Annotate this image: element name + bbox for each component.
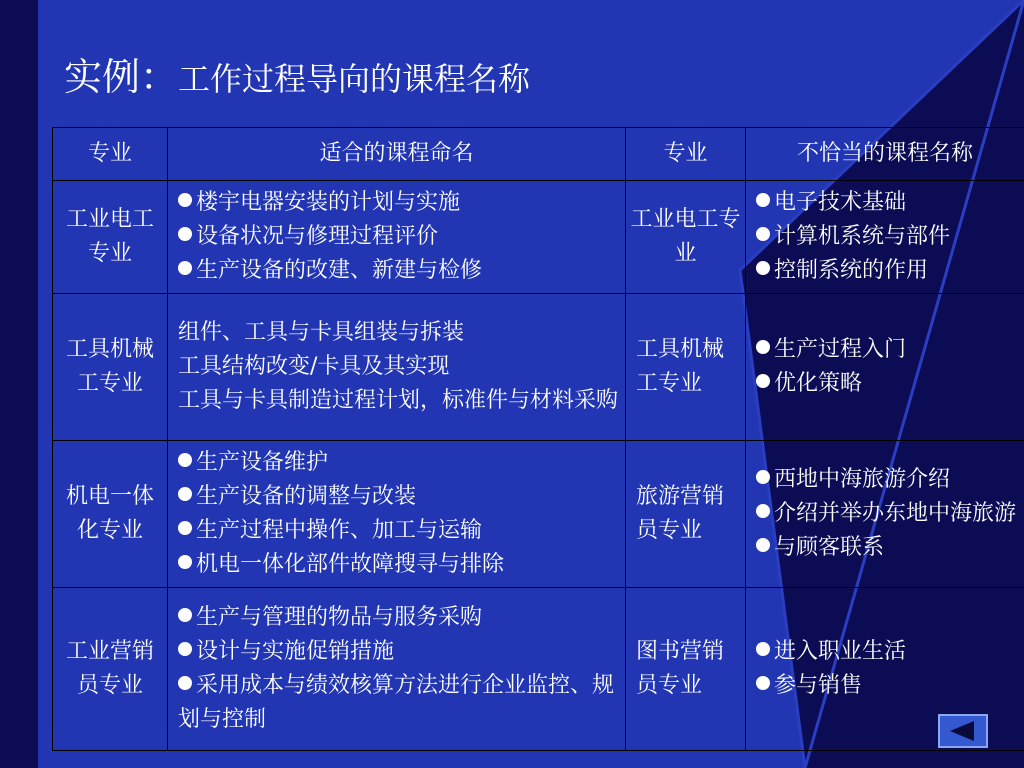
- header-unsuitable-names: 不恰当的课程名称: [746, 128, 1024, 181]
- back-button[interactable]: [938, 714, 988, 748]
- course-item-text: 采用成本与绩效核算方法进行企业监控、规划与控制: [178, 673, 615, 732]
- course-item-text: 介绍并举办东地中海旅游: [774, 501, 1017, 526]
- bullet-icon: [178, 227, 192, 241]
- course-item-text: 工具与卡具制造过程计划，标准件与材料采购: [178, 388, 619, 413]
- course-item-text: 进入职业生活: [774, 639, 907, 664]
- course-item: [178, 350, 619, 384]
- course-item-text: 设备状况与修理过程评价: [196, 224, 439, 249]
- course-item: [178, 548, 619, 582]
- bullet-icon: [178, 261, 192, 275]
- course-item: [756, 669, 1018, 703]
- course-item-text: 组件、工具与卡具组装与拆装: [178, 320, 465, 345]
- slide-title-text: 工作过程导向的课程名称: [178, 60, 531, 98]
- bullet-icon: [178, 608, 192, 622]
- bullet-icon: [178, 487, 192, 501]
- course-item-text: 与顾客联系: [774, 535, 885, 560]
- course-item-text: 控制系统的作用: [774, 258, 929, 283]
- major-cell: 工业营销员专业: [53, 588, 168, 751]
- major-cell: 工具机械工专业: [53, 294, 168, 441]
- slide-title-lead: 实例：: [64, 55, 179, 99]
- header-major: 专业: [626, 128, 746, 181]
- course-item-text: 西地中海旅游介绍: [774, 467, 951, 492]
- course-item: [756, 333, 1018, 367]
- major-cell: 工具机械工专业: [626, 294, 746, 441]
- course-item-text: 计算机系统与部件: [774, 224, 951, 249]
- bullet-icon: [756, 261, 770, 275]
- course-item-text: 生产设备的改建、新建与检修: [196, 258, 483, 283]
- course-item-text: 生产设备维护: [196, 450, 329, 475]
- suitable-course-list: [168, 181, 626, 294]
- course-item-text: 设计与实施促销措施: [196, 639, 395, 664]
- course-item: [178, 601, 619, 635]
- course-item: [178, 669, 619, 737]
- unsuitable-course-list: [746, 294, 1024, 441]
- table-body: [53, 181, 1024, 751]
- course-item-text: 生产过程中操作、加工与运输: [196, 518, 483, 543]
- bullet-icon: [178, 521, 192, 535]
- suitable-course-list: [168, 294, 626, 441]
- course-item-text: 机电一体化部件故障搜寻与排除: [196, 552, 505, 577]
- course-item-text: 生产与管理的物品与服务采购: [196, 605, 483, 630]
- slide-title: [64, 46, 530, 101]
- major-cell: 机电一体化专业: [53, 441, 168, 588]
- bullet-icon: [178, 193, 192, 207]
- course-item: [756, 463, 1018, 497]
- major-cell: 旅游营销员专业: [626, 441, 746, 588]
- bullet-icon: [178, 676, 192, 690]
- course-item: [756, 186, 1018, 220]
- course-item: [178, 254, 619, 288]
- course-item: [756, 497, 1018, 531]
- triangle-left-icon: [940, 716, 986, 746]
- course-item-text: 优化策略: [774, 371, 863, 396]
- course-item-text: 生产设备的调整与改装: [196, 484, 417, 509]
- table-row: [53, 294, 1024, 441]
- course-naming-table: [52, 127, 1024, 751]
- course-item-text: 电子技术基础: [774, 190, 907, 215]
- course-item: [756, 254, 1018, 288]
- header-major: 专业: [53, 128, 168, 181]
- course-item: [178, 316, 619, 350]
- bullet-icon: [178, 453, 192, 467]
- bullet-icon: [178, 555, 192, 569]
- bullet-icon: [756, 227, 770, 241]
- course-item: [756, 220, 1018, 254]
- course-item: [756, 367, 1018, 401]
- bullet-icon: [756, 642, 770, 656]
- suitable-course-list: [168, 441, 626, 588]
- table-row: [53, 181, 1024, 294]
- bullet-icon: [756, 504, 770, 518]
- bullet-icon: [756, 340, 770, 354]
- course-item: [178, 635, 619, 669]
- header-suitable-names: 适合的课程命名: [168, 128, 626, 181]
- course-item: [178, 186, 619, 220]
- bullet-icon: [756, 676, 770, 690]
- course-item: [756, 635, 1018, 669]
- major-cell: 工业电工专业: [53, 181, 168, 294]
- major-cell: 工业电工专业: [626, 181, 746, 294]
- table-header-row: [53, 128, 1024, 181]
- bullet-icon: [756, 470, 770, 484]
- course-item: [178, 220, 619, 254]
- unsuitable-course-list: [746, 441, 1024, 588]
- course-item: [178, 446, 619, 480]
- table-row: [53, 588, 1024, 751]
- course-item: [756, 531, 1018, 565]
- course-item: [178, 384, 619, 418]
- course-item: [178, 514, 619, 548]
- course-item-text: 参与销售: [774, 673, 863, 698]
- unsuitable-course-list: [746, 181, 1024, 294]
- course-item: [178, 480, 619, 514]
- table-row: [53, 441, 1024, 588]
- bullet-icon: [756, 193, 770, 207]
- course-item-text: 楼宇电器安装的计划与实施: [196, 190, 461, 215]
- course-item-text: 工具结构改变/卡具及其实现: [178, 354, 450, 379]
- bullet-icon: [756, 538, 770, 552]
- course-item-text: 生产过程入门: [774, 337, 907, 362]
- major-cell: 图书营销员专业: [626, 588, 746, 751]
- bullet-icon: [178, 642, 192, 656]
- suitable-course-list: [168, 588, 626, 751]
- bullet-icon: [756, 374, 770, 388]
